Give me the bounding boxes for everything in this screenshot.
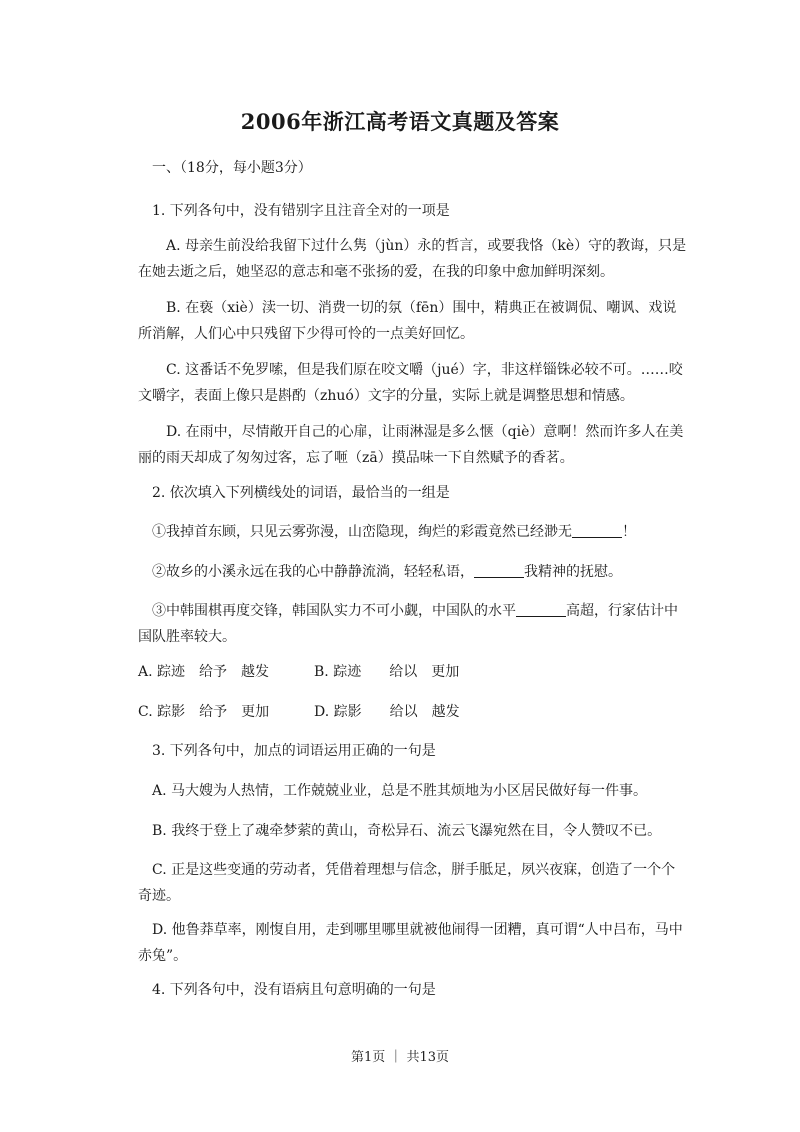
question-1-option-c: C. 这番话不免罗嗦，但是我们原在咬文嚼（jué）字，非这样锱铢必较不可。……咬文嚼字，表面上像只是斟酌（zhuó）文字的分量，实际上就是调整思想和情感。 — [138, 362, 683, 404]
question-3-option-b: B. 我终于登上了魂牵梦萦的黄山，奇松异石、流云飞瀑宛然在目，令人赞叹不已。 — [152, 823, 662, 839]
sentence-2-text: ②故乡的小溪永远在我的心中静静流淌，轻轻私语， — [152, 564, 474, 580]
question-1-stem: 1. 下列各句中，没有错别字且注音全对的一项是 — [152, 203, 450, 219]
question-1-option-d: D. 在雨中，尽情敞开自己的心扉，让雨淋湿是多么惬（qiè）意啊！然而许多人在美丽的雨天却成了匆匆过客，忘了咂（zā）摸品味一下自然赋予的香茗。 — [138, 424, 684, 466]
sentence-3-end: 高超，行家估计中国队胜率较大。 — [138, 603, 678, 645]
page-title: 2006年浙江高考语文真题及答案 — [240, 109, 560, 134]
sentence-1-end: ！ — [622, 524, 636, 540]
question-4-stem: 4. 下列各句中，没有语病且句意明确的一句是 — [152, 982, 436, 998]
sentence-1-text: ①我掉首东顾，只见云雾弥漫，山峦隐现，绚烂的彩霞竟然已经渺无 — [152, 524, 572, 540]
question-2-sentence-1 — [138, 519, 688, 545]
question-2-option-d: D. 踪影 给以 越发 — [314, 704, 460, 720]
fill-blank-3 — [516, 600, 566, 617]
question-1-option-b: B. 在亵（xiè）渎一切、消费一切的氛（fēn）围中，精典正在被调侃、嘲讽、戏说所消解，人们心中只残留下少得可怜的一点美好回忆。 — [138, 300, 677, 342]
question-2-sentence-3 — [138, 598, 688, 650]
sentence-2-end: 我精神的抚慰。 — [524, 564, 622, 580]
question-2-stem: 2. 依次填入下列横线处的词语，最恰当的一组是 — [152, 485, 450, 501]
question-2-sentence-2 — [138, 559, 688, 585]
sentence-3-text: ③中韩围棋再度交锋，韩国队实力不可小觑，中国队的水平 — [152, 603, 516, 619]
fill-blank-2 — [474, 561, 524, 578]
fill-blank-1 — [572, 521, 622, 538]
question-3-option-d: D. 他鲁莽草率，刚愎自用，走到哪里哪里就被他闹得一团糟，真可谓“人中吕布，马中赤兔”。 — [138, 922, 683, 964]
question-2-option-b: B. 踪迹 给以 更加 — [314, 664, 460, 680]
question-3-stem: 3. 下列各句中，加点的词语运用正确的一句是 — [152, 743, 436, 759]
question-3-option-a: A. 马大嫂为人热情，工作兢兢业业，总是不胜其烦地为小区居民做好每一件事。 — [152, 783, 648, 799]
section-heading: 一、（18分，每小题3分） — [152, 160, 312, 176]
question-2-option-c: C. 踪影 给予 更加 — [138, 704, 270, 720]
question-3-option-c: C. 正是这些变通的劳动者，凭借着理想与信念，胼手胝足，夙兴夜寐，创造了一个个奇迹。 — [138, 862, 676, 904]
question-1-option-a: A. 母亲生前没给我留下过什么隽（jùn）永的哲言，或要我恪（kè）守的教诲，只是在她去逝之后，她坚忍的意志和毫不张扬的爱，在我的印象中愈加鲜明深刻。 — [138, 238, 687, 280]
page-footer: 第1页 ｜ 共13页 — [350, 1050, 450, 1065]
question-2-option-a: A. 踪迹 给予 越发 — [138, 664, 270, 680]
